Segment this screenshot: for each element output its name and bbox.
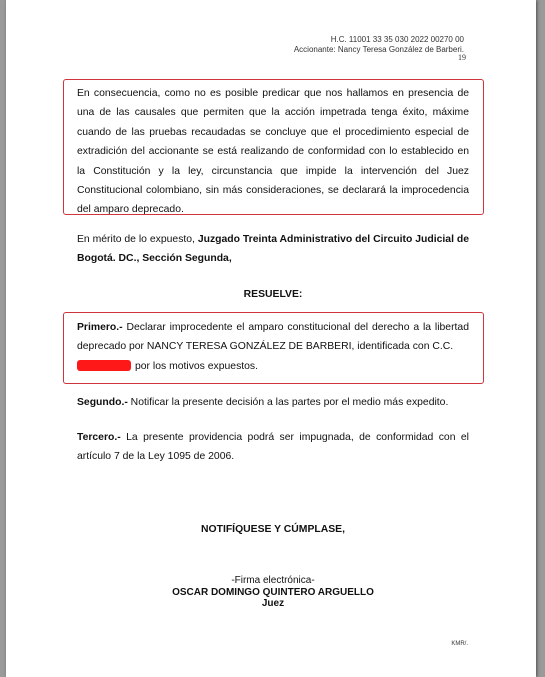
segundo-label: Segundo.- [77,397,128,408]
initials: KMR/. [451,641,468,647]
signature-name: OSCAR DOMINGO QUINTERO ARGUELLO [172,587,374,598]
resuelve-heading: RESUELVE: [243,289,303,300]
paragraph-primero [77,318,469,376]
merito-prefix: En mérito de lo expuesto, [77,234,198,245]
primero-tail: por los motivos expuestos. [135,360,259,372]
signature-title: Juez [261,598,285,609]
claimant-line: Accionante: Nancy Teresa González de Barberi. [293,45,464,54]
primero-text: Declarar improcedente el amparo constitucional del derecho a la libertad deprecado por NANCY TERESA GONZÁLEZ DE BARBERI, identificada con C.C. [77,322,469,353]
court-name: Juzgado Treinta Administrativo del Circuito Judicial de Bogotá. DC., Sección Segunda, [77,234,469,265]
segundo-text: Notificar la presente decisión a las partes por el medio más expedito. [127,397,449,408]
redaction-mark [77,360,131,371]
notifiquese-heading: NOTIFÍQUESE Y CÚMPLASE, [201,524,345,535]
paragraph-segundo [77,393,469,412]
paragraph-consecuencia: En consecuencia, como no es posible predicar que nos hallamos en presencia de una de las causales que permiten que la acción impetrada tenga éxito, máxime cuando de las pruebas recaudadas se concluye que el procedimiento especial de extradición del accionante se está realizando de conformidad con lo establecido en la Constitución y la ley, circunstancia que impide la intervención del Juez Constitucional colombiano, sin más consideraciones, se declarará la improcedencia del amparo deprecado. [77,88,469,216]
signature-firma: -Firma electrónica- [231,575,315,586]
primero-label: Primero.- [77,322,123,333]
tercero-text: La presente providencia podrá ser impugnada, de conformidad con el artículo 7 de la Ley 1095 de 2006. [77,432,469,463]
page-number: 19 [458,53,466,62]
case-number: H.C. 11001 33 35 030 2022 00270 00 [330,35,464,44]
paragraph-merito [77,230,469,269]
tercero-label: Tercero.- [77,432,121,443]
document-page [6,0,536,677]
paragraph-tercero [77,428,469,467]
